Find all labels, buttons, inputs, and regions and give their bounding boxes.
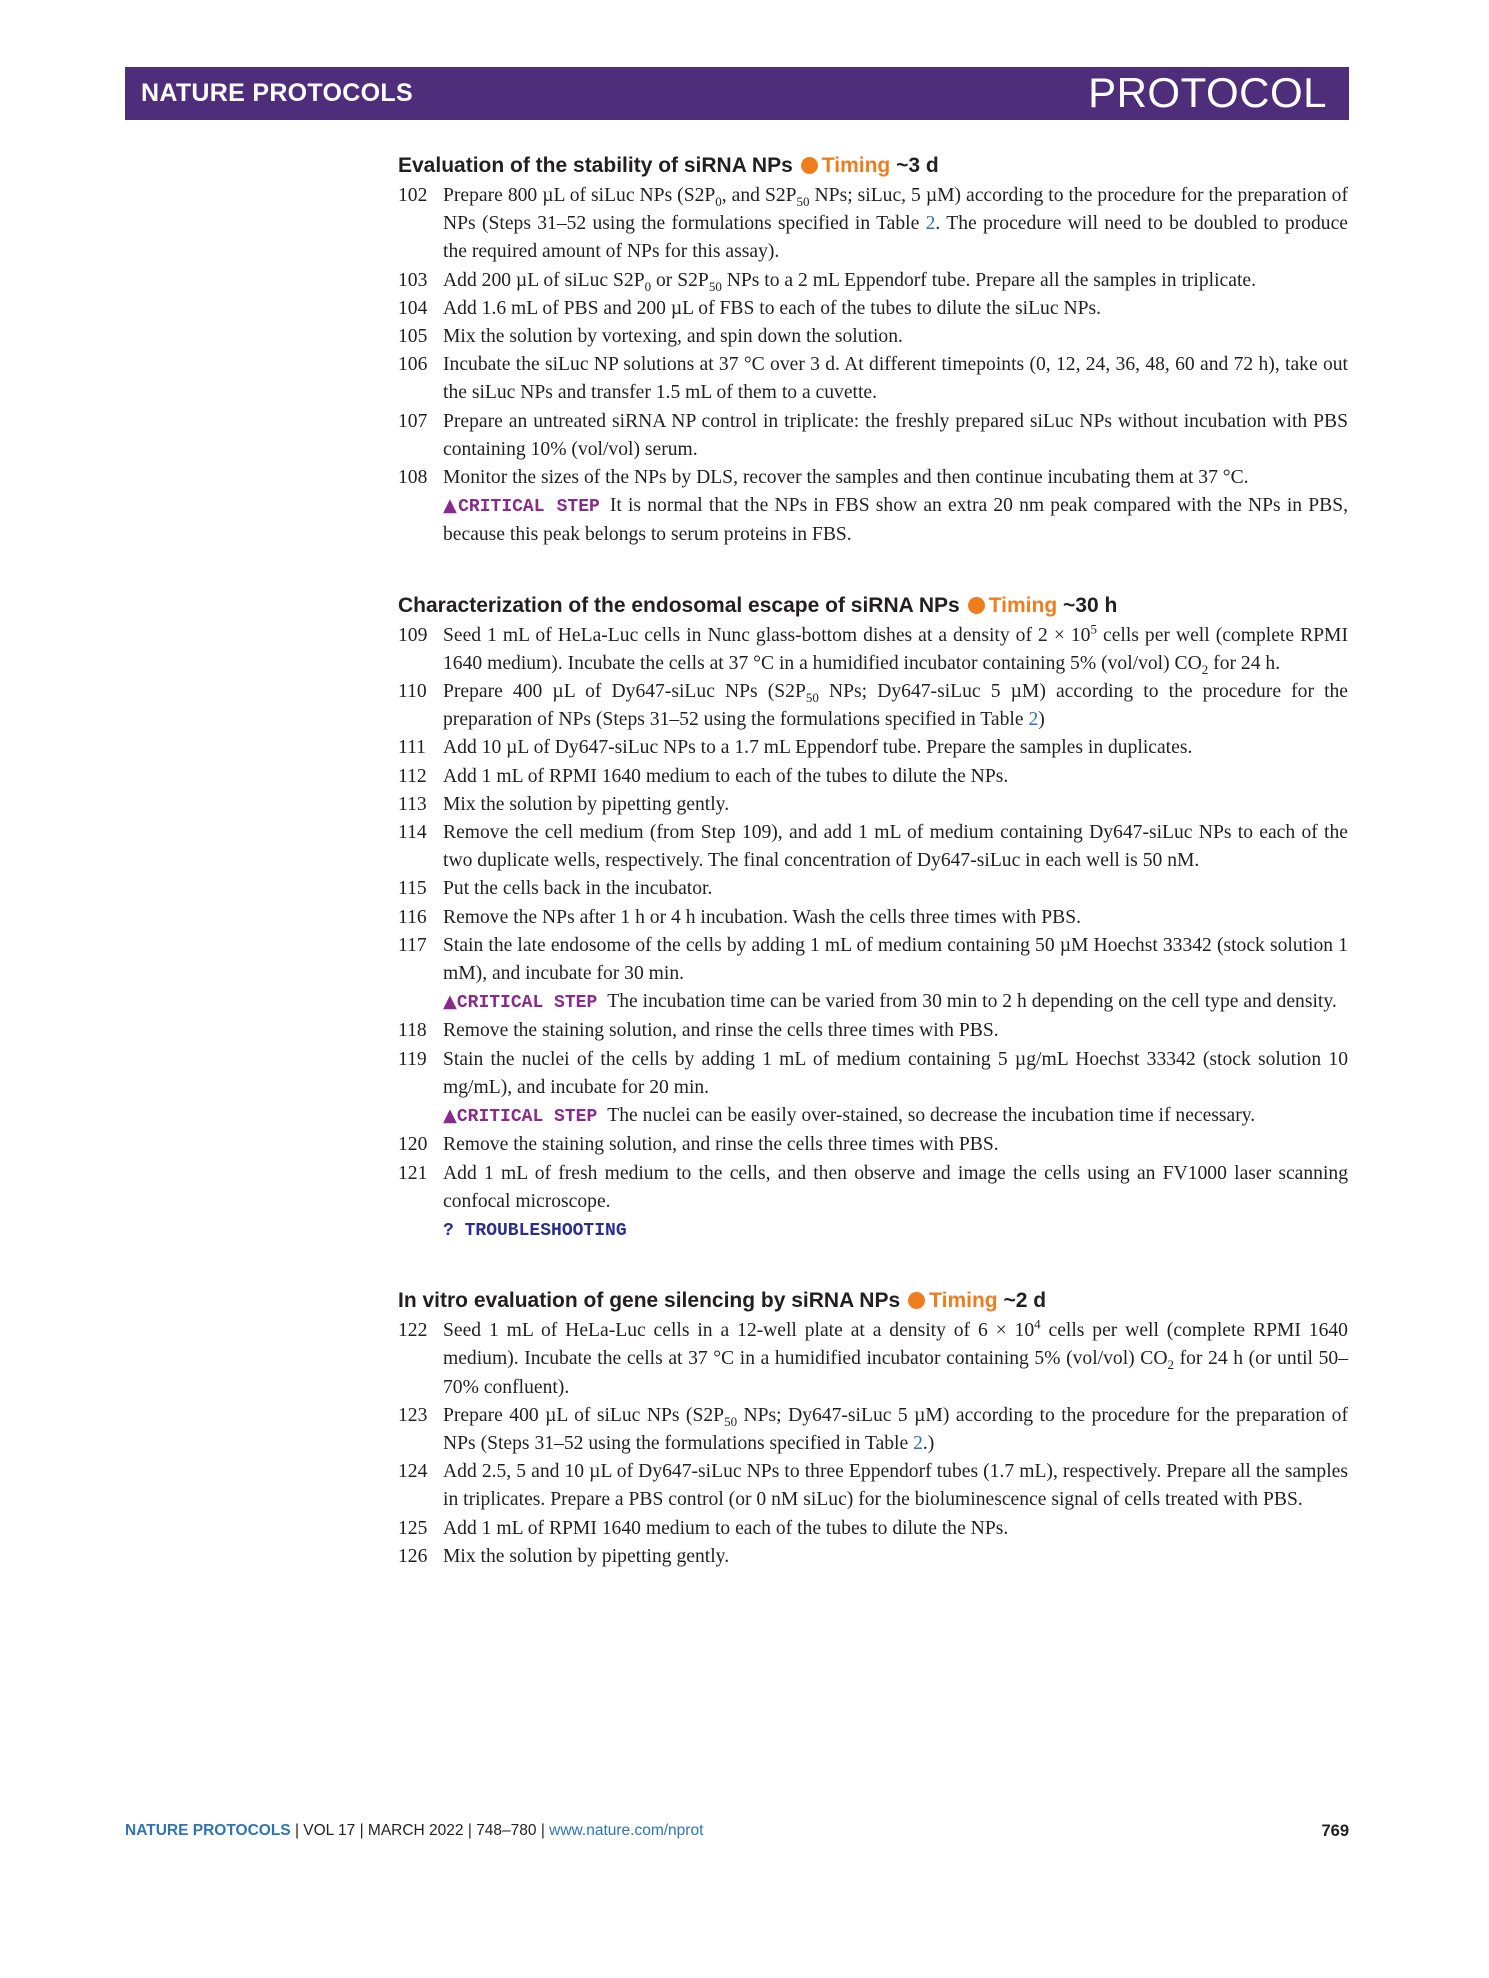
step-112: 112 Add 1 mL of RPMI 1640 medium to each of the tubes to dilute the NPs. [398,763,1348,791]
header-banner [125,67,1349,120]
step-number: 112 [398,765,427,787]
step-number: 120 [398,1134,428,1156]
step-number: 126 [398,1545,428,1567]
footer-pages: 748–780 [476,1822,537,1839]
step-number: 118 [398,1020,427,1042]
step-number: 108 [398,467,428,489]
step-122: 122 Seed 1 mL of HeLa-Luc cells in a 12-well plate at a density of $6 \times 10^4$ cells per well (complete RPMI 1640 medium). Incubate the cells at 37 °C in a humidified incubator containing 5% (vol/vol) $CO_2$ for 24 h (or until 50–70% confluent). [398,1316,1348,1398]
step-number: 124 [398,1461,428,1483]
timing-value: ~30 h [1063,593,1118,617]
step-number: 102 [398,185,428,206]
critical-step-label: ▲CRITICAL STEP [443,991,598,1014]
step-number: 106 [398,354,428,376]
step-124: 124 Add 2.5, 5 and 10 µL of Dy647-siLuc NPs to three Eppendorf tubes (1.7 mL), respectively. Prepare all the samples in triplicates. Prepare a PBS control (or 0 nM siLuc) for the bioluminescence signal of cells treated with PBS. [398,1458,1348,1514]
section-title: In vitro evaluation of gene silencing by siRNA NPs [398,1289,901,1313]
section-heading [398,590,1348,622]
step-number: 123 [398,1404,428,1426]
step-114: 114 Remove the cell medium (from Step 109), and add 1 mL of medium containing Dy647-siLuc NPs to each of the two duplicate wells, respectively. The final concentration of Dy647-siLuc in each well is 50 nM. [398,819,1348,875]
section-title: Evaluation of the stability of siRNA NPs [398,154,793,177]
step-number: 114 [398,822,427,844]
journal-name: NATURE PROTOCOLS [141,79,413,107]
section-stability [398,150,1348,550]
timing-dot-icon [908,1292,925,1309]
step-119: 119 Stain the nuclei of the cells by adding 1 mL of medium containing 5 µg/mL Hoechst 33342 (stock solution 10 mg/mL), and incubate for 20 min. [398,1046,1348,1102]
timing-label: Timing [929,1289,998,1313]
step-number: 107 [398,410,428,432]
step-121: 121 Add 1 mL of fresh medium to the cells, and then observe and image the cells using an FV1000 laser scanning confocal microscope. [398,1160,1348,1216]
critical-step-label: ▲CRITICAL STEP [443,1105,598,1128]
timing-dot-icon [801,157,818,174]
step-118: 118 Remove the staining solution, and rinse the cells three times with PBS. [398,1017,1348,1045]
critical-step-note: ▲CRITICAL STEP The incubation time can be varied from 30 min to 2 h depending on the cell type and density. [443,991,1337,1014]
step-number: 113 [398,793,427,815]
step-number: 111 [398,737,426,759]
step-105: 105 Mix the solution by vortexing, and spin down the solution. [398,323,1348,351]
table-link[interactable]: 2 [1028,709,1039,731]
step-111: 111 Add 10 µL of Dy647-siLuc NPs to a 1.7 mL Eppendorf tube. Prepare the samples in duplicates. [398,734,1348,762]
step-number: 110 [398,681,427,703]
warning-triangle-icon: ▲ [443,991,457,1013]
footer-url-link[interactable]: www.nature.com/nprot [549,1822,704,1839]
timing-label: Timing [988,593,1058,617]
section-heading [398,150,1348,182]
step-104: 104 Add 1.6 mL of PBS and 200 µL of FBS to each of the tubes to dilute the siLuc NPs. [398,295,1348,323]
step-108: 108 Monitor the sizes of the NPs by DLS, recover the samples and then continue incubating them at 37 °C. [398,464,1348,492]
footer-citation: NATURE PROTOCOLS | VOL 17 | MARCH 2022 | 748–780 | www.nature.com/nprot [125,1822,704,1839]
warning-triangle-icon: ▲ [443,495,459,517]
timing-label: Timing [821,154,891,177]
critical-step-note: ▲CRITICAL STEP It is normal that the NPs in FBS show an extra 20 nm peak compared with the NPs in PBS, because this peak belongs to serum proteins in FBS. [443,495,1348,546]
step-107: 107 Prepare an untreated siRNA NP control in triplicate: the freshly prepared siLuc NPs without incubation with PBS containing 10% (vol/vol) serum. [398,408,1348,464]
step-125: 125 Add 1 mL of RPMI 1640 medium to each of the tubes to dilute the NPs. [398,1515,1348,1543]
page-content [398,150,1348,1571]
step-number: 122 [398,1320,428,1342]
step-120: 120 Remove the staining solution, and rinse the cells three times with PBS. [398,1131,1348,1159]
timing-value: ~3 d [896,154,939,177]
step-106: 106 Incubate the siLuc NP solutions at 37 °C over 3 d. At different timepoints (0, 12, 24, 36, 48, 60 and 72 h), take out the siLuc NPs and transfer 1.5 mL of them to a cuvette. [398,351,1348,407]
section-endosomal-escape [398,590,1348,1245]
footer-journal: NATURE PROTOCOLS [125,1822,291,1839]
troubleshooting-link[interactable]: ? TROUBLESHOOTING [443,1220,627,1241]
step-number: 117 [398,934,427,956]
step-103: 103 Add 200 µL of siLuc $S2P_0$ or $S2P_{50}$ NPs to a 2 mL Eppendorf tube. Prepare all the samples in triplicate. [398,267,1348,295]
table-link[interactable]: 2 [925,213,936,235]
critical-step-note: ▲CRITICAL STEP The nuclei can be easily over-stained, so decrease the incubation time if necessary. [443,1105,1256,1128]
page-number: 769 [1321,1822,1349,1840]
step-number: 116 [398,906,427,928]
step-126: 126 Mix the solution by pipetting gently. [398,1543,1348,1571]
step-116: 116 Remove the NPs after 1 h or 4 h incubation. Wash the cells three times with PBS. [398,904,1348,932]
timing-dot-icon [968,597,985,614]
step-number: 104 [398,297,428,319]
step-number: 109 [398,624,428,646]
footer-date: MARCH 2022 [367,1822,464,1839]
step-number: 125 [398,1517,428,1539]
table-link[interactable]: 2 [913,1432,923,1454]
article-type: PROTOCOL [1088,69,1327,116]
page-footer [125,1822,1349,1848]
step-117: 117 Stain the late endosome of the cells by adding 1 mL of medium containing 50 µM Hoechst 33342 (stock solution 1 mM), and incubate for 30 min. [398,932,1348,988]
troubleshooting-note [398,1216,1348,1245]
step-123: 123 Prepare 400 µL of siLuc NPs ($S2P_{50}$ NPs; Dy647-siLuc 5 µM) according to the procedure for the preparation of NPs (Steps 31–52 using the formulations specified in Table 2.) [398,1402,1348,1458]
section-gene-silencing [398,1285,1348,1571]
step-number: 103 [398,269,428,291]
step-115: 115 Put the cells back in the incubator. [398,875,1348,903]
section-title: Characterization of the endosomal escape of siRNA NPs [398,593,960,617]
footer-volume: VOL 17 [303,1822,356,1839]
warning-triangle-icon: ▲ [443,1105,457,1127]
step-number: 105 [398,326,428,348]
step-number: 119 [398,1048,427,1070]
step-102: 102 Prepare 800 µL of siLuc NPs ($S2P_0$, and $S2P_{50}$ NPs; siLuc, 5 µM) according to the procedure for the preparation of NPs (Steps 31–52 using the formulations specified in Table 2. The procedure will need to be doubled to produce the required amount of NPs for this assay). [398,182,1348,267]
critical-step-label: ▲CRITICAL STEP [443,495,600,518]
timing-value: ~2 d [1003,1289,1047,1313]
step-number: 121 [398,1162,428,1184]
step-109: 109 Seed 1 mL of HeLa-Luc cells in Nunc glass-bottom dishes at a density of $2 \times 10^5$ cells per well (complete RPMI 1640 medium). Incubate the cells at 37 °C in a humidified incubator containing 5% (vol/vol) $CO_2$ for 24 h. [398,621,1348,677]
section-heading [398,1285,1348,1317]
step-110: 110 Prepare 400 µL of Dy647-siLuc NPs ($S2P_{50}$ NPs; Dy647-siLuc 5 µM) according to the procedure for the preparation of NPs (Steps 31–52 using the formulations specified in Table 2) [398,678,1348,734]
step-number: 115 [398,878,427,900]
step-113: 113 Mix the solution by pipetting gently. [398,791,1348,819]
